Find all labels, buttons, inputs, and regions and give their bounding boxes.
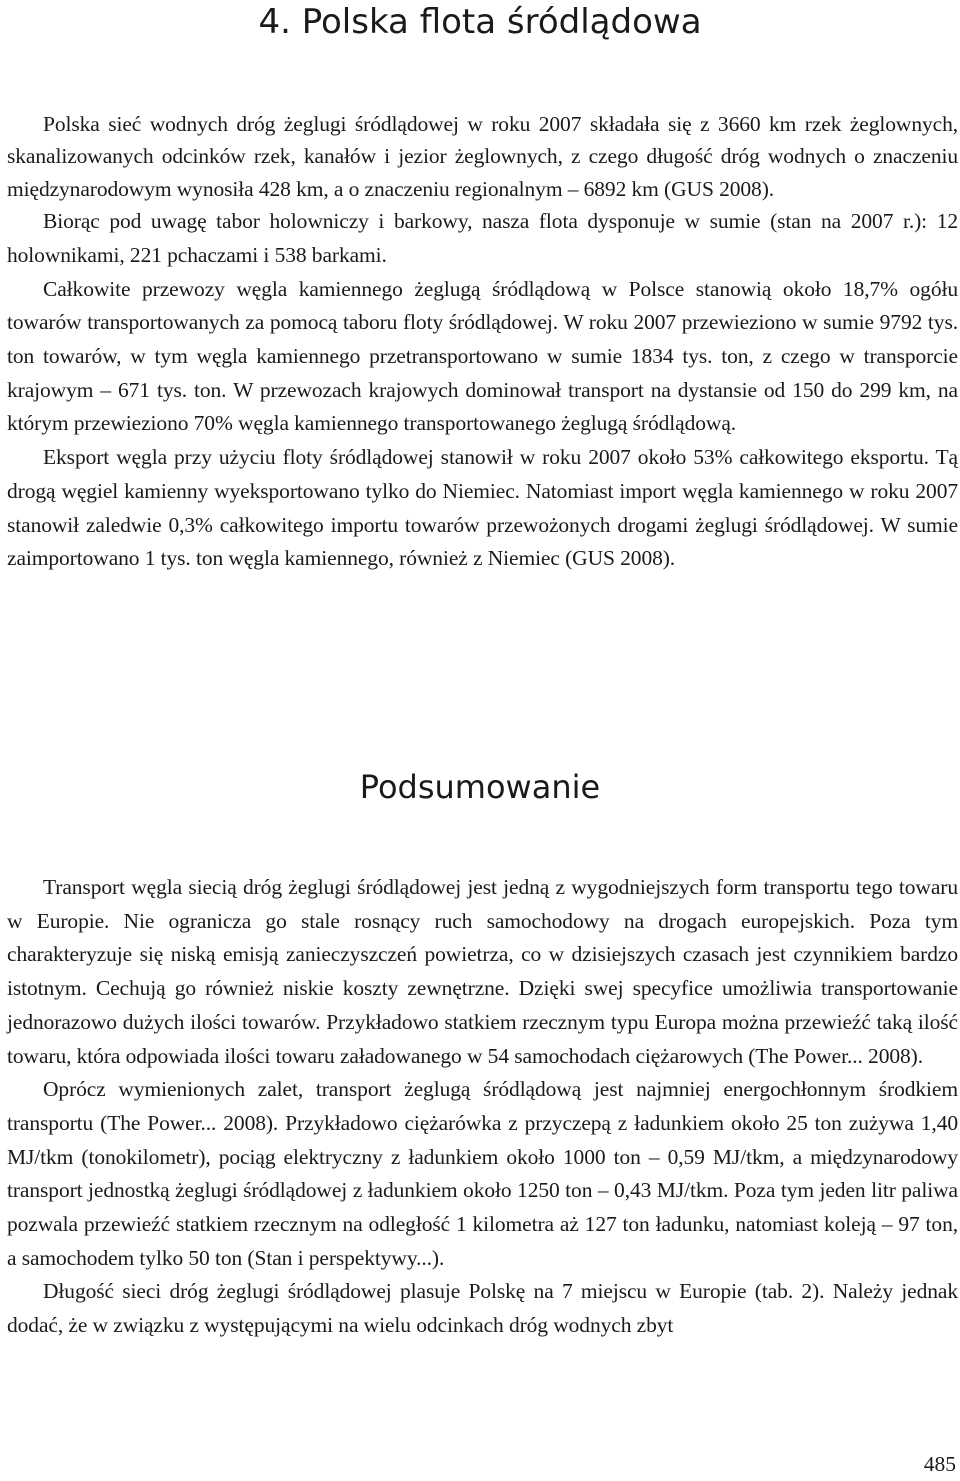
paragraph: Biorąc pod uwagę tabor holowniczy i barkowy, nasza flota dysponuje w sumie (stan na 2007 r.): 12 holownikami, 221 pchaczami i 538 barkami. [7,209,958,267]
chapter-title: 4. Polska flota śródlądowa [258,2,702,42]
summary-title: Podsumowanie [359,768,601,806]
chapter-body [7,108,958,576]
paragraph: Długość sieci dróg żeglugi śródlądowej plasuje Polskę na 7 miejscu w Europie (tab. 2). Należy jednak dodać, że w związku z występującymi na wielu odcinkach dróg wodnych zbyt [7,1279,958,1338]
paragraph: Polska sieć wodnych dróg żeglugi śródlądowej w roku 2007 składała się z 3660 km rzek żeglownych, skanalizowanych odcinków rzek, kanałów i jezior żeglownych, z czego długość dróg wodnych o znaczeniu międzynarodowym wynosiła 428 km, a o znaczeniu regionalnym – 6892 km (GUS 2008). [7,112,958,201]
summary-body [7,871,958,1343]
page-number: 485 [923,1452,956,1476]
paragraph: Całkowite przewozy węgla kamiennego żeglugą śródlądową w Polsce stanowią około 18,7% ogółu towarów transportowanych za pomocą taboru floty śródlądowej. W roku 2007 przewieziono w sumie 9792 tys. ton towarów, w tym węgla kamiennego przetransportowano w sumie 1834 tys. ton, z czego w transporcie krajowym – 671 tys. ton. W przewozach krajowych dominował transport na dystansie od 150 do 299 km, na którym przewieziono 70% węgla kamiennego transportowanego żeglugą śródlądową. [7,276,958,436]
paragraph: Eksport węgla przy użyciu floty śródlądowej stanowił w roku 2007 około 53% całkowitego eksportu. Tą drogą węgiel kamienny wyeksportowano tylko do Niemiec. Natomiast import węgla kamiennego w roku 2007 stanowił zaledwie 0,3% całkowitego importu towarów przewożonych drogami żeglugi śródlądowej. W sumie zaimportowano 1 tys. ton węgla kamiennego, również z Niemiec (GUS 2008). [7,445,958,571]
paragraph: Oprócz wymienionych zalet, transport żeglugą śródlądową jest najmniej energochłonnym środkiem transportu (The Power... 2008). Przykładowo ciężarówka z przyczepą z ładunkiem około 25 ton zużywa 1,40 MJ/tkm (tonokilometr), pociąg elektryczny z ładunkiem około 1000 ton – 0,59 MJ/tkm, a międzynarodowy transport jednostką żeglugi śródlądowej z ładunkiem około 1250 ton – 0,43 MJ/tkm. Poza tym jeden litr paliwa pozwala przewieźć statkiem rzecznym na odległość 1 kilometra aż 127 ton ładunku, natomiast koleją – 97 ton, a samochodem tylko 50 ton (Stan i perspektywy...). [7,1077,958,1270]
paragraph: Transport węgla siecią dróg żeglugi śródlądowej jest jedną z wygodniejszych form transportu tego towaru w Europie. Nie ogranicza go stale rosnący ruch samochodowy na drogach europejskich. Poza tym charakteryzuje się niską emisją zanieczyszczeń powietrza, co w dzisiejszych czasach jest czynnikiem bardzo istotnym. Cechują go również niskie koszty zewnętrzne. Dzięki swej specyfice umożliwia transportowanie jednorazowo dużych ilości towarów. Przykładowo statkiem rzecznym typu Europa można przewieźć taką ilość towaru, która odpowiada ilości towaru załadowanego w 54 samochodach ciężarowych (The Power... 2008). [7,875,958,1068]
